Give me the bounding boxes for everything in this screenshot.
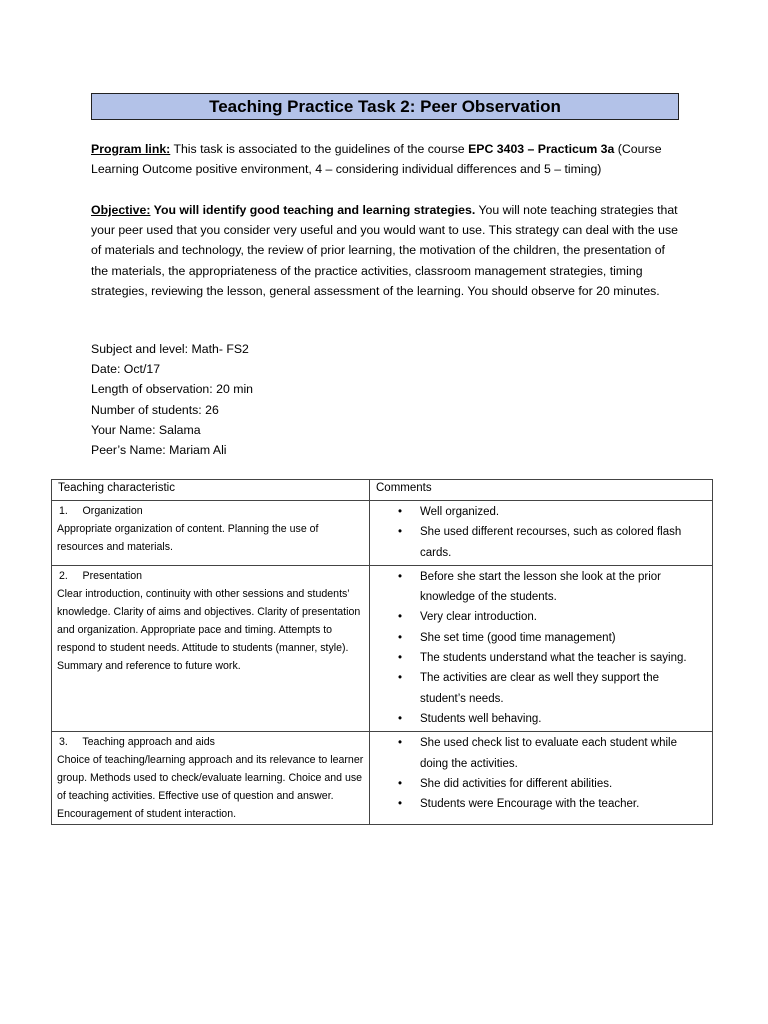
objective-paragraph: [91, 200, 681, 301]
characteristic-heading: 3. Teaching approach and aids: [59, 736, 215, 749]
program-link-text-1: This task is associated to the guidelines of the course: [170, 142, 469, 156]
objective-label: Objective:: [91, 203, 151, 217]
characteristic-description: Choice of teaching/learning approach and its relevance to learner group. Methods used to check/evaluate learning. Choice and use of teaching activities. Effective use of question and answer. Encouragement of student interaction.: [57, 754, 364, 821]
characteristic-heading: 2. Presentation: [59, 569, 143, 582]
student-count: Number of students: 26: [91, 402, 219, 417]
characteristic-description: Appropriate organization of content. Planning the use of resources and materials.: [57, 523, 319, 553]
comment-item: • The students understand what the teacher is saying.: [398, 648, 704, 668]
comment-item: • She used different recourses, such as colored flash cards.: [398, 522, 704, 563]
program-link-text-2: (Course Learning Outcome positive environment, 4 – considering individual differences and 5 – timing): [91, 142, 662, 177]
table-row: [52, 501, 713, 566]
comments-cell: [370, 501, 713, 566]
characteristic-heading: 1. Organization: [59, 505, 143, 517]
observation-length: Length of observation: 20 min: [91, 382, 254, 397]
comment-item: • Very clear introduction.: [398, 607, 704, 627]
peer-name: Peer’s Name: Mariam Ali: [91, 443, 227, 458]
column-header-comments: Comments: [370, 480, 713, 501]
comment-item: • Students were Encourage with the teacher.: [398, 794, 704, 814]
observation-date: Date: Oct/17: [91, 362, 161, 377]
observation-info: [91, 339, 253, 460]
comment-item: • She did activities for different abilities.: [398, 774, 704, 794]
comments-cell: [370, 565, 713, 731]
comment-item: • The activities are clear as well they support the student’s needs.: [398, 668, 704, 709]
subject-level: Subject and level: Math- FS2: [91, 342, 249, 356]
table-header-row: [52, 480, 713, 501]
observation-table: [51, 479, 713, 825]
column-header-characteristic: Teaching characteristic: [52, 480, 370, 501]
comment-item: • Before she start the lesson she look at the prior knowledge of the students.: [398, 567, 704, 608]
characteristic-description: Clear introduction, continuity with other sessions and students’ knowledge. Clarity of aims and objectives. Clarity of presentation and organization. Appropriate pace and timing. Attempts to respond to student needs. Attitude to students (manner, style). Summary and reference to future work.: [57, 587, 361, 672]
characteristic-cell: [52, 732, 370, 825]
page-title: Teaching Practice Task 2: Peer Observation: [91, 93, 679, 120]
program-link-paragraph: [91, 139, 681, 179]
characteristic-cell: [52, 501, 370, 566]
comment-item: • She used check list to evaluate each student while doing the activities.: [398, 733, 704, 774]
comment-item: • She set time (good time management): [398, 628, 704, 648]
table-row: [52, 732, 713, 825]
objective-text: You will note teaching strategies that your peer used that you consider very useful and you would want to use. This strategy can deal with the use of materials and technology, the review of prior learning, the motivation of the children, the presentation of the materials, the appropriateness of the practice activities, classroom management strategies, timing strategies, reviewing the lesson, general assessment of the learning. You should observe for 20 minutes.: [91, 203, 678, 298]
your-name: Your Name: Salama: [91, 422, 201, 437]
objective-bold-text: You will identify good teaching and learning strategies.: [150, 203, 476, 217]
characteristic-cell: [52, 565, 370, 731]
table-row: [52, 565, 713, 731]
comment-item: • Students well behaving.: [398, 709, 704, 729]
comments-cell: [370, 732, 713, 825]
program-link-label: Program link:: [91, 142, 171, 156]
course-code: EPC 3403 – Practicum 3a: [468, 142, 615, 156]
comment-item: • Well organized.: [398, 502, 704, 522]
